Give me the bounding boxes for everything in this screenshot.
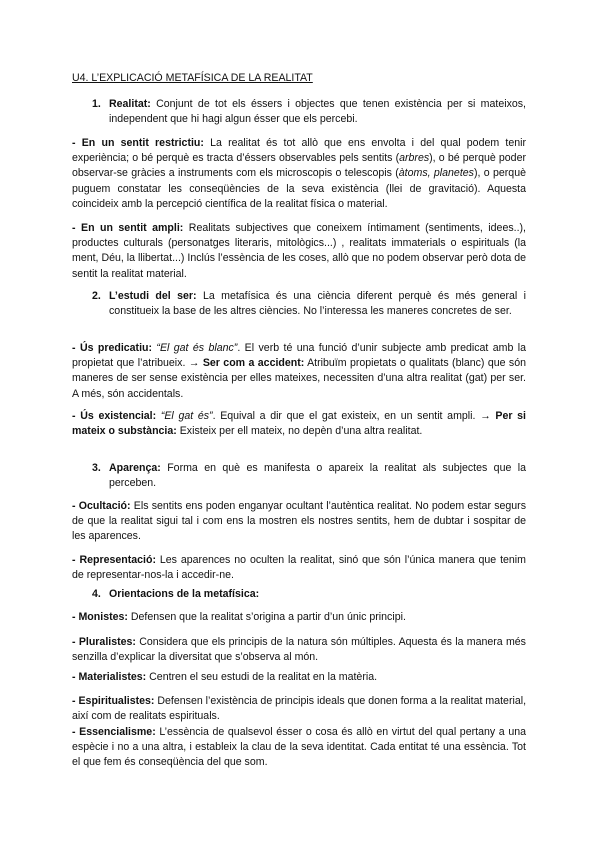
bullet-dash: - — [72, 554, 80, 566]
paragraph-pluralistes — [72, 635, 526, 665]
term-label: En un sentit restrictiu: — [81, 137, 204, 149]
text-run: . El verb té una funció d’unir subjecte amb predicat amb la propietat que l’atribueix. → — [72, 342, 526, 370]
text-run: Els sentits ens poden enganyar ocultant l’autèntica realitat. No podem estar segurs de que la realitat sigui tal i com ens la mostren els nostres sentits, hem de dubtar i sospitar de les aparences. — [72, 500, 526, 543]
term-label: Essencialisme: — [79, 726, 156, 738]
term: Ser com a accident: — [202, 357, 305, 370]
bullet-dash: - — [72, 695, 79, 707]
paragraph-monistes — [72, 610, 526, 625]
term-label: Monistes: — [78, 611, 128, 623]
document-title: U4. L’EXPLICACIÓ METAFÍSICA DE LA REALITAT — [72, 72, 313, 84]
section-2-estudi-del-ser — [72, 289, 526, 319]
term — [72, 726, 156, 738]
paragraph-representacio — [72, 553, 526, 583]
section-3-aparenca — [72, 461, 526, 491]
term-label: Ús existencial: — [80, 410, 157, 422]
section-body — [109, 587, 526, 602]
term-label: Pluralistes: — [78, 636, 136, 648]
section-body — [109, 461, 526, 491]
bullet-dash: - — [72, 636, 79, 648]
bullet-dash: - — [72, 726, 80, 738]
section-number: 4. — [92, 588, 101, 600]
example-quote: “El gat és blanc” — [152, 342, 238, 354]
term — [72, 500, 131, 512]
term — [72, 611, 128, 623]
definition-text: Conjunt de tot els éssers i objectes que tenen existència per si mateixos, independent que hi hagi algun ésser que els percebi. — [109, 98, 526, 126]
term: Orientacions de la metafísica: — [109, 588, 260, 600]
definition-text: Forma en què es manifesta o apareix la realitat als subjectes que la perceben. — [109, 462, 526, 490]
term — [72, 671, 146, 683]
term: Realitat: — [109, 98, 151, 110]
paragraph-essencialisme — [72, 725, 526, 771]
term — [72, 222, 183, 234]
bullet-dash: - — [72, 671, 79, 683]
text-run: . Equival a dir que el gat existeix, en un sentit ampli. → — [212, 410, 496, 422]
section-body — [109, 289, 526, 319]
bullet-dash: - — [72, 410, 81, 422]
text-run: Considera que els principis de la natura són múltiples. Aquesta és la manera més senzilla d’explicar la diversitat que s’observa al món. — [72, 636, 526, 664]
term — [72, 695, 154, 707]
paragraph-sentit-ampli — [72, 221, 526, 282]
term-label: Espiritualistes: — [78, 695, 155, 707]
example-quote: “El gat és” — [156, 410, 213, 422]
term: L’estudi del ser: — [109, 290, 197, 302]
text-run: La realitat és tot allò que ens envolta i del qual podem tenir experiència; o bé perquè es tracta d’éssers observables pels sentits ( — [72, 137, 526, 165]
text-run: Realitats subjectives que coneixem íntimament (sentiments, idees..), productes culturals (personatges literaris, mitològics...) , realitats immaterials o espirituals (la ment, Déu, la llibertat...) Inclús l’essència de les coses, allò que no podem observar però dota de sentit la realitat material. — [72, 222, 527, 280]
paragraph-us-predicatiu — [72, 341, 526, 402]
text-run: Centren el seu estudi de la realitat en la matèria. — [146, 671, 378, 683]
bullet-dash: - — [72, 222, 81, 234]
text-run: Defensen l’existència de principis ideals que donen forma a la realitat material, així com de realitats espirituals. — [72, 695, 527, 723]
term: Per si mateix o substància: — [72, 410, 526, 438]
bullet-dash: - — [72, 500, 79, 512]
section-number: 3. — [92, 462, 101, 474]
paragraph-sentit-restrictiu — [72, 136, 526, 212]
text-run: Les aparences no oculten la realitat, sinó que són l’única manera que tenim de representar-nos-la i accedir-ne. — [72, 554, 526, 582]
section-1-realitat — [72, 97, 526, 127]
paragraph-espiritualistes — [72, 694, 526, 724]
text-run: Atribuïm propietats o qualitats (blanc) que són maneres de ser sense existència per elles mateixes, necessiten d’una altra realitat (gat) per ser. A més, són accidentals. — [72, 357, 526, 400]
term — [72, 636, 136, 648]
text-run: ), o bé perquè poder observar-se gràcies a instruments com els microscopis o telescopis ( — [72, 152, 526, 180]
section-number: 1. — [92, 98, 101, 110]
paragraph-ocultacio — [72, 499, 526, 545]
term-label: Representació: — [79, 554, 156, 566]
paragraph-materialistes — [72, 670, 526, 685]
text-run: ), o perquè puguem constatar les conseqüències de la seva existència (llei de gravitació). Aquesta coincideix amb la percepció científica de la realitat física o material. — [72, 167, 526, 210]
bullet-dash: - — [72, 137, 82, 149]
italic-text: arbres — [399, 152, 430, 165]
text-run: Existeix per ell mateix, no depèn d’una altra realitat. — [176, 425, 423, 438]
term-label: Ocultació: — [78, 500, 131, 512]
section-number: 2. — [92, 290, 101, 302]
term — [72, 554, 156, 566]
italic-text: àtoms, planetes — [398, 167, 474, 180]
definition-text: La metafísica és una ciència diferent perquè és més general i constitueix la base de les altres ciències. No l’interessa les maneres concretes de ser. — [109, 290, 527, 318]
term-label: Ús predicatiu: — [79, 342, 153, 354]
text-run: L’essència de qualsevol ésser o cosa és allò en virtut del qual pertany a una espècie i no a una altra, i estableix la clau de la seva identitat. Cada entitat té una essència. Tot el que fem és conseqüència del que som. — [72, 726, 526, 769]
term — [72, 342, 152, 354]
term: Aparença: — [109, 462, 161, 474]
term-label: En un sentit ampli: — [81, 222, 184, 234]
term — [72, 410, 156, 422]
term-label: Materialistes: — [78, 671, 147, 683]
bullet-dash: - — [72, 342, 80, 354]
bullet-dash: - — [72, 611, 79, 623]
section-body — [109, 97, 526, 127]
paragraph-us-existencial — [72, 409, 526, 439]
term — [72, 137, 204, 149]
section-4-orientacions — [72, 587, 526, 602]
text-run: Defensen que la realitat s’origina a partir d’un únic principi. — [127, 611, 406, 623]
